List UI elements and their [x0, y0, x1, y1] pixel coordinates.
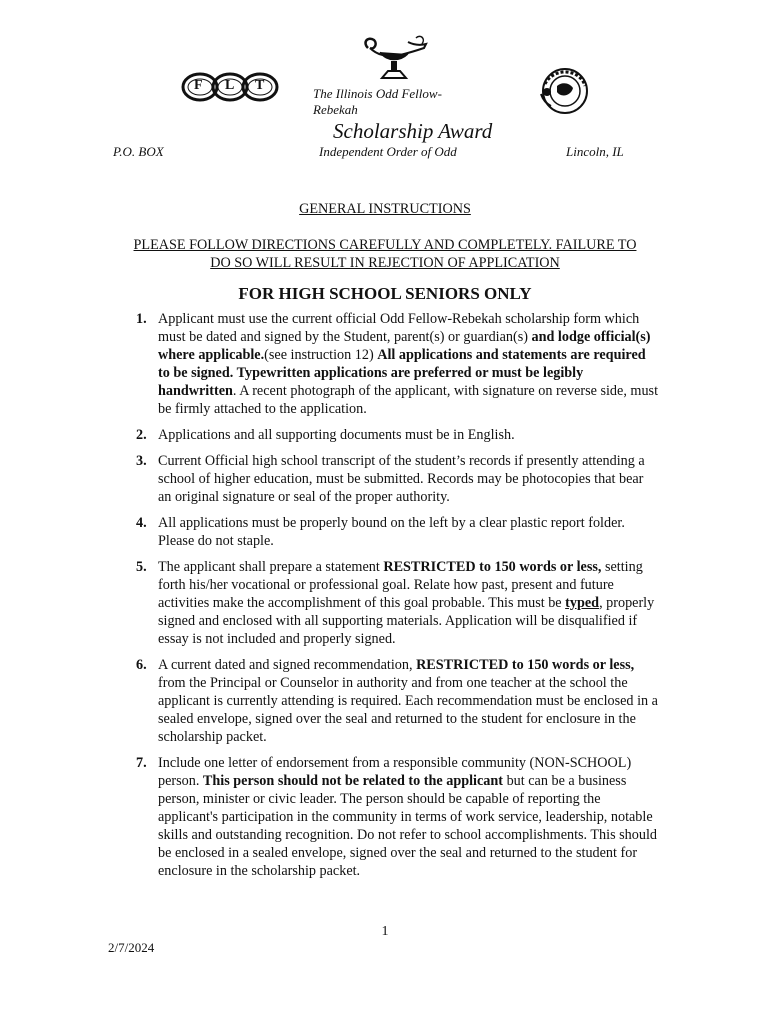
- instruction-item: [114, 310, 659, 418]
- instruction-number: 3.: [136, 453, 147, 469]
- subheading: FOR HIGH SCHOOL SENIORS ONLY: [238, 284, 532, 303]
- instruction-item: [114, 452, 659, 506]
- instruction-item: [114, 656, 659, 746]
- instruction-text: All applications must be properly bound on the left by a clear plastic report folder. Please do not staple.: [158, 515, 625, 549]
- instruction-item: [114, 754, 659, 880]
- po-box-address: P.O. BOX: [113, 144, 164, 159]
- instruction-text: RESTRICTED to 150 words or less,: [383, 559, 602, 575]
- instruction-number: 4.: [136, 515, 147, 531]
- instruction-item: [114, 514, 659, 550]
- footer-date: 2/7/2024: [108, 940, 155, 955]
- instruction-text: Applicant must use the current official Odd Fellow-Rebekah scholarship form which must be dated and signed by the Student, parent(s) or guardian(s): [158, 311, 640, 345]
- instruction-number: 5.: [136, 559, 147, 575]
- flt-links-logo: [180, 70, 280, 104]
- page-number: 1: [381, 924, 389, 939]
- instruction-item: [114, 558, 659, 648]
- instruction-text: All applications and statements are required to be signed. Typewritten applications are preferred or must be legibly handwritten: [158, 347, 646, 399]
- instruction-text: and lodge official(s) where applicable.: [158, 329, 651, 363]
- lamp-emblem-icon: [360, 34, 430, 84]
- section-title: GENERAL INSTRUCTIONS: [299, 201, 471, 217]
- link-letter-f: F: [194, 78, 203, 93]
- instruction-number: 1.: [136, 311, 147, 327]
- instruction-text: This person should not be related to the applicant: [202, 773, 504, 789]
- independent-order-text: Independent Order of Odd: [319, 144, 457, 159]
- instruction-item: [114, 426, 659, 444]
- warning-line-2: DO SO WILL RESULT IN REJECTION OF APPLICATION: [210, 255, 560, 271]
- instruction-text: , properly signed and enclosed with all supporting materials. Application will be disqualified if essay is not included and properly signed.: [158, 595, 655, 647]
- instruction-number: 6.: [136, 657, 147, 673]
- instruction-list: [114, 310, 659, 888]
- instruction-text: The applicant shall prepare a statement: [158, 559, 384, 575]
- instruction-text: Applications and all supporting documents must be in English.: [158, 427, 515, 443]
- instruction-text: typed: [565, 595, 600, 611]
- instruction-text: setting forth his/her vocational or professional goal. Relate how past, present and future activities make the accomplishment of this goal probable. This must be: [158, 559, 643, 611]
- scholarship-title: Scholarship Award: [333, 119, 493, 143]
- instruction-text: Current Official high school transcript of the student’s records if presently attending a school of higher education, must be submitted. Records may be photocopies that bear an original signature or seal of the proper authority.: [158, 453, 645, 505]
- warning-line-1: PLEASE FOLLOW DIRECTIONS CAREFULLY AND COMPLETELY. FAILURE TO: [133, 237, 637, 253]
- lincoln-city: Lincoln, IL: [566, 144, 624, 159]
- instruction-number: 7.: [136, 755, 147, 771]
- instruction-text: (see instruction 12): [264, 347, 378, 363]
- instruction-text: Include one letter of endorsement from a responsible community (NON-SCHOOL) person.: [158, 755, 632, 789]
- instruction-number: 2.: [136, 427, 147, 443]
- instruction-text: A current dated and signed recommendation,: [158, 657, 417, 673]
- rebekah-seal-icon: [535, 66, 595, 116]
- link-letter-t: T: [255, 78, 265, 93]
- instruction-text: RESTRICTED to 150 words or less,: [416, 657, 635, 673]
- instruction-text: from the Principal or Counselor in authority and from one teacher at the school the applicant is currently attending is required. Each recommendation must be enclosed in a sealed envelope, signed over the seal and returned to the student for enclosure in the scholarship packet.: [158, 675, 658, 745]
- instruction-text: but can be a business person, minister or civic leader. The person should be capable of reporting the applicant's participation in the community in terms of work service, leadership, notable skills and outstanding recognition. Do not refer to school accomplishments. This should be enclosed in a sealed envelope, signed over the seal and returned to the student for enclosure in the scholarship packet.: [158, 773, 657, 879]
- link-letter-l: L: [225, 78, 235, 93]
- org-line: The Illinois Odd Fellow-Rebekah: [313, 86, 442, 117]
- instruction-text: . A recent photograph of the applicant, with signature on reverse side, must be firmly attached to the application.: [158, 383, 659, 417]
